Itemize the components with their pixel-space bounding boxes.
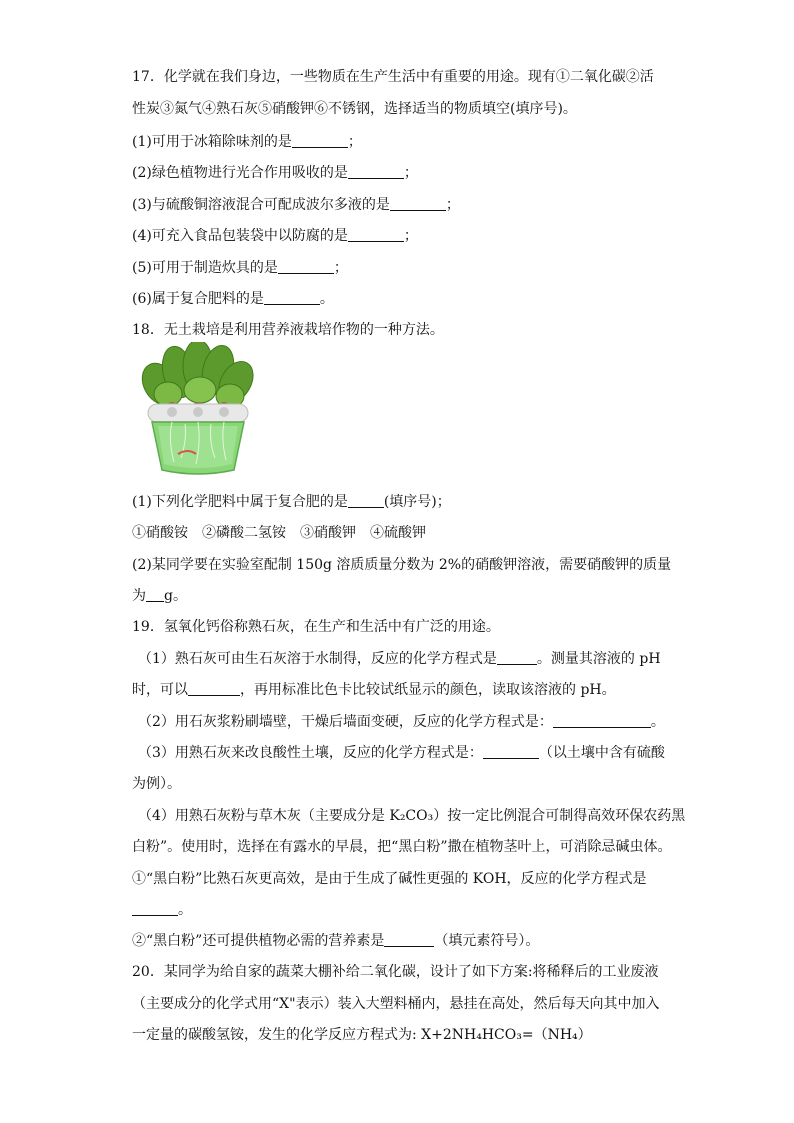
q19-sub1-line2: 。 (132, 900, 192, 920)
answer-blank[interactable] (146, 587, 164, 602)
answer-blank[interactable] (497, 650, 537, 665)
answer-blank[interactable] (132, 901, 178, 916)
q19-p4-line2: 白粉”。使用时，选择在有露水的早晨，把“黑白粉”撒在植物茎叶上，可消除忌碱虫体。 (132, 839, 672, 855)
q20-line2: （主要成分的化学式用“X"表示）装入大塑料桶内，悬挂在高处，然后每天向其中加入 (132, 996, 660, 1012)
q18-stem: 18．无土栽培是利用营养液栽培作物的一种方法。 (132, 322, 444, 338)
q18-options: ①硝酸铵 ②磷酸二氢铵 ③硝酸钾 ④硫酸钾 (132, 525, 426, 541)
q19-sub1-line1: ①“黑白粉”比熟石灰更高效，是由于生成了碱性更强的 KOH，反应的化学方程式是 (132, 871, 647, 887)
q17-item-2: (2)绿色植物进行光合作用吸收的是 ； (132, 165, 418, 181)
q18-part1: (1)下列化学肥料中属于复合肥的是 (填序号)； (132, 494, 451, 510)
q17-stem-line1: 17．化学就在我们身边，一些物质在生产生活中有重要的用途。现有①二氧化碳②活 (132, 69, 654, 85)
q19-p2: （2）用石灰浆粉刷墙壁，干燥后墙面变硬，反应的化学方程式是： 。 (138, 714, 665, 730)
answer-blank[interactable] (553, 713, 651, 728)
q17-item-1: (1)可用于冰箱除味剂的是 ； (132, 134, 362, 150)
answer-blank[interactable] (278, 259, 334, 274)
q18-part2-line2: 为 g。 (132, 588, 187, 604)
q17-item-5: (5)可用于制造炊具的是 ； (132, 260, 348, 276)
answer-blank[interactable] (348, 227, 404, 242)
q17-stem-line2: 性炭③氮气④熟石灰⑤硝酸钾⑥不锈钢，选择适当的物质填空(填序号)。 (132, 101, 577, 117)
q19-p1-line2: 时，可以 ，再用标准比色卡比较试纸显示的颜色，读取该溶液的 pH。 (132, 682, 616, 698)
answer-blank[interactable] (348, 493, 384, 508)
q18-part2-line1: (2)某同学要在实验室配制 150g 溶质质量分数为 2%的硝酸钾溶液，需要硝酸钾的质量 (132, 557, 672, 573)
q19-p3-line1: （3）用熟石灰来改良酸性土壤，反应的化学方程式是： （以土壤中含有硫酸 (138, 745, 665, 761)
q17-item-4: (4)可充入食品包装袋中以防腐的是 ； (132, 228, 418, 244)
q20-line3: 一定量的碳酸氢铵，发生的化学反应方程式为: X+2NH₄HCO₃=（NH₄） (132, 1027, 592, 1043)
q17-item-6: (6)属于复合肥料的是 。 (132, 291, 334, 307)
answer-blank[interactable] (390, 196, 446, 211)
answer-blank[interactable] (348, 164, 404, 179)
q19-stem: 19．氢氧化钙俗称熟石灰，在生产和生活中有广泛的用途。 (132, 619, 500, 635)
q20-line1: 20．某同学为给自家的蔬菜大棚补给二氧化碳，设计了如下方案:将稀释后的工业废液 (132, 964, 659, 980)
answer-blank[interactable] (188, 681, 240, 696)
q19-p4-line1: （4）用熟石灰粉与草木灰（主要成分是 K₂CO₃）按一定比例混合可制得高效环保农药黑 (138, 808, 686, 824)
answer-blank[interactable] (384, 932, 434, 947)
q19-sub2: ②“黑白粉”还可提供植物必需的营养素是 （填元素符号）。 (132, 933, 540, 949)
hydroponic-plant-image (138, 342, 258, 480)
answer-blank[interactable] (264, 290, 320, 305)
q17-item-3: (3)与硫酸铜溶液混合可配成波尔多液的是 ； (132, 197, 460, 213)
answer-blank[interactable] (292, 133, 348, 148)
q19-p1-line1: （1）熟石灰可由生石灰溶于水制得，反应的化学方程式是 。测量其溶液的 pH (138, 651, 661, 667)
answer-blank[interactable] (483, 744, 539, 759)
q19-p3-line2: 为例）。 (132, 776, 181, 792)
